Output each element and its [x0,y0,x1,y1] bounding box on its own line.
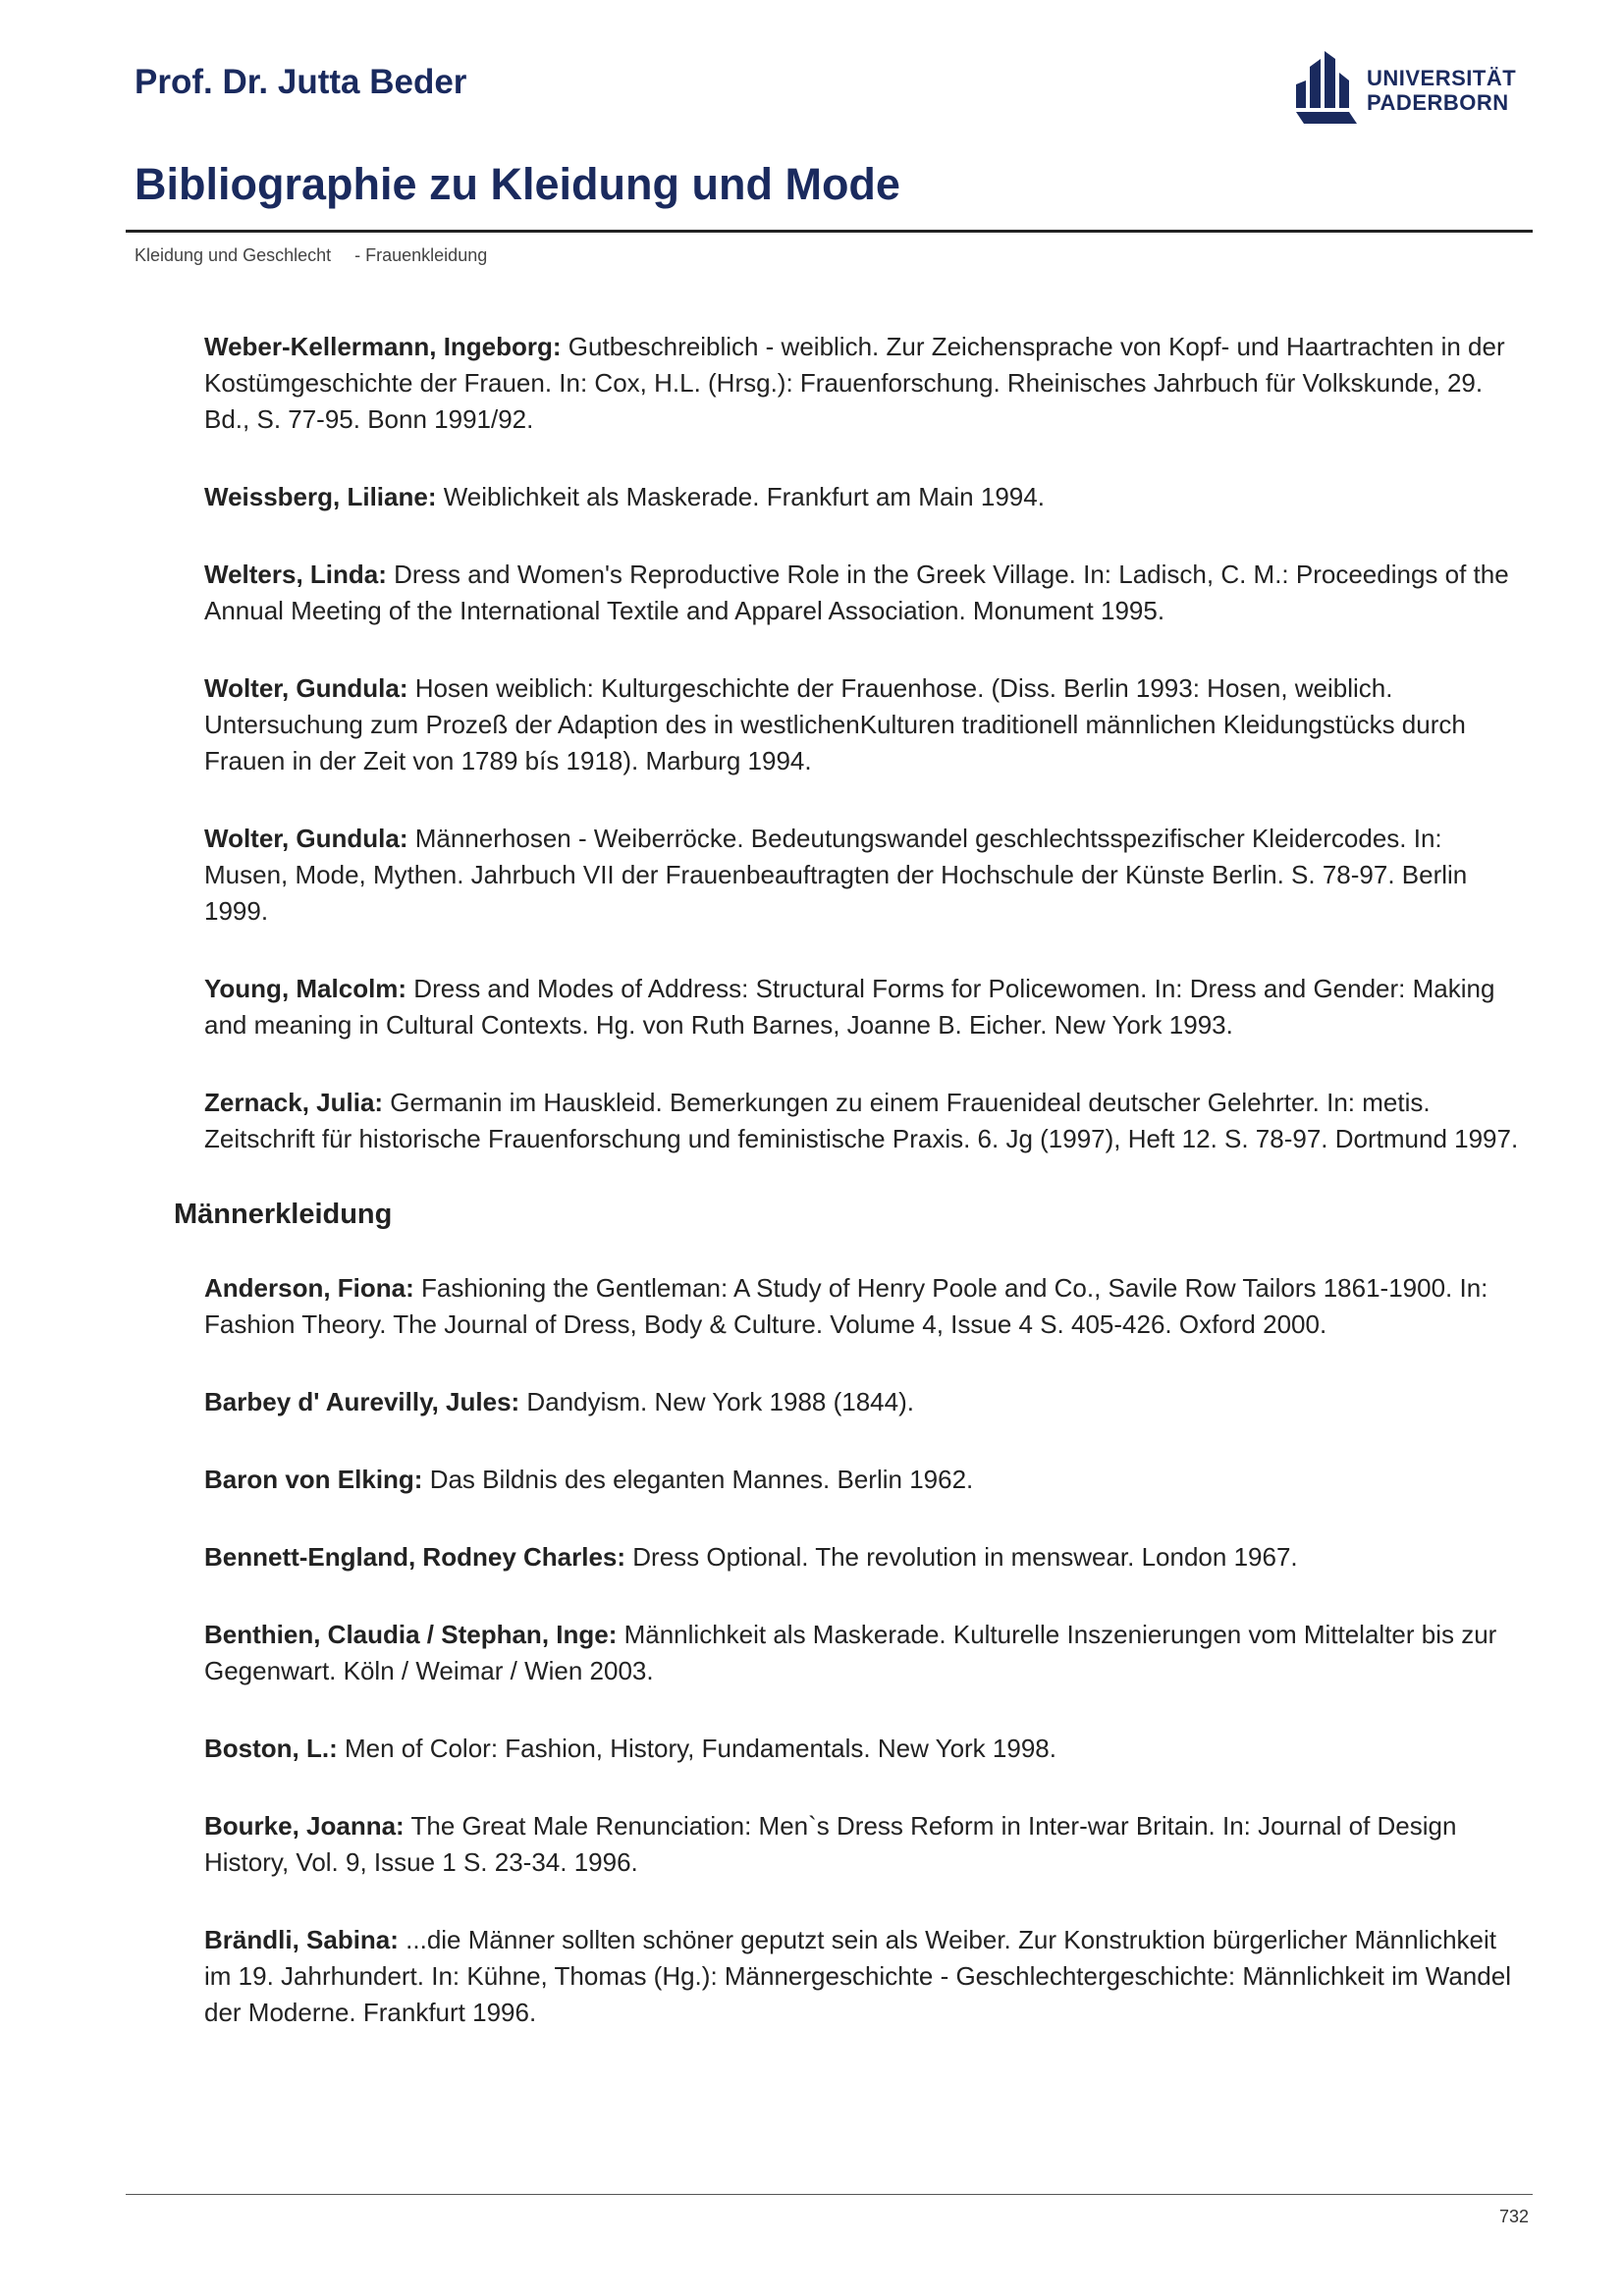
entry-author: Barbey d' Aurevilly, Jules: [204,1387,520,1416]
bibliography-entry [204,1808,1530,1881]
entry-text: Weiblichkeit als Maskerade. Frankfurt am Main 1994. [436,482,1045,511]
entry-author: Bennett-England, Rodney Charles: [204,1542,626,1572]
entry-text: Hosen weiblich: Kulturgeschichte der Frauenhose. (Diss. Berlin 1993: Hosen, weiblich. Untersuchung zum Prozeß der Adaption des in westlichenKulturen traditionell männlichen Kleidungstücks durch Frauen in der Zeit von 1789 bís 1918). Marburg 1994. [204,673,1466,775]
entry-text: Germanin im Hauskleid. Bemerkungen zu einem Frauenideal deutscher Gelehrter. In: metis. Zeitschrift für historische Frauenforschung und feministische Praxis. 6. Jg (1997), Heft 12. S. 78-97. Dortmund 1997. [204,1088,1519,1153]
logo-line-2: PADERBORN [1367,90,1509,115]
bibliography-entry [204,1922,1530,2031]
entry-author: Weissberg, Liliane: [204,482,437,511]
author-name: Prof. Dr. Jutta Beder [135,63,467,101]
entry-author: Zernack, Julia: [204,1088,384,1117]
university-logo [1294,51,1530,130]
entry-author: Baron von Elking: [204,1465,423,1494]
logo-line-1: UNIVERSITÄT [1367,66,1517,90]
university-logo-icon [1294,51,1359,130]
section-heading: Männerkleidung [174,1199,393,1230]
page-number: 732 [1498,2207,1529,2226]
entries-maennerkleidung [204,1270,1530,2031]
footer-divider [126,2194,1533,2195]
entry-author: Benthien, Claudia / Stephan, Inge: [204,1620,618,1649]
entry-author: Welters, Linda: [204,560,387,589]
breadcrumb [135,245,487,266]
bibliography-entry [204,1731,1530,1767]
entry-text: Dandyism. New York 1988 (1844). [519,1387,914,1416]
bibliography-entry [204,479,1530,515]
bibliography-entry [204,821,1530,930]
header-divider [126,230,1533,233]
entry-text: ...die Männer sollten schöner geputzt sein als Weiber. Zur Konstruktion bürgerlicher Männlichkeit im 19. Jahrhundert. In: Kühne, Thomas (Hg.): Männergeschichte - Geschlechtergeschichte: Männlichkeit im Wandel der Moderne. Frankfurt 1996. [204,1925,1511,2027]
entry-text: The Great Male Renunciation: Men`s Dress Reform in Inter-war Britain. In: Journal of Design History, Vol. 9, Issue 1 S. 23-34. 1996. [204,1811,1457,1877]
entry-author: Weber-Kellermann, Ingeborg: [204,332,562,361]
document-title: Bibliographie zu Kleidung und Mode [135,159,900,209]
bibliography-entry [204,1462,1530,1498]
entry-author: Bourke, Joanna: [204,1811,405,1841]
bibliography-entry [204,1384,1530,1420]
bibliography-entry [204,557,1530,629]
bibliography-entry [204,1270,1530,1343]
entry-author: Young, Malcolm: [204,974,407,1003]
bibliography-entry [204,1085,1530,1157]
bibliography-entry [204,1539,1530,1575]
bibliography-entry [204,329,1530,438]
entry-text: Dress Optional. The revolution in menswear. London 1967. [625,1542,1298,1572]
breadcrumb-category: Kleidung und Geschlecht [135,245,332,265]
entry-text: Men of Color: Fashion, History, Fundamentals. New York 1998. [337,1734,1056,1763]
entry-text: Männerhosen - Weiberröcke. Bedeutungswandel geschlechtsspezifischer Kleidercodes. In: Musen, Mode, Mythen. Jahrbuch VII der Frauenbeauftragten der Hochschule der Künste Berlin. S. 78-97. Berlin 1999. [204,824,1468,926]
entry-text: Dress and Modes of Address: Structural Forms for Policewomen. In: Dress and Gender: Making and meaning in Cultural Contexts. Hg. von Ruth Barnes, Joanne B. Eicher. New York 1993. [204,974,1495,1040]
bibliography-entry [204,971,1530,1043]
breadcrumb-subcategory: - Frauenkleidung [354,245,488,265]
entry-text: Dress and Women's Reproductive Role in the Greek Village. In: Ladisch, C. M.: Proceedings of the Annual Meeting of the International Textile and Apparel Association. Monument 1995. [204,560,1509,625]
entry-author: Brändli, Sabina: [204,1925,399,1954]
bibliography-content [174,329,1530,2072]
entry-text: Gutbeschreiblich - weiblich. Zur Zeichensprache von Kopf- und Haartrachten in der Kostümgeschichte der Frauen. In: Cox, H.L. (Hrsg.): Frauenforschung. Rheinisches Jahrbuch für Volkskunde, 29. Bd., S. 77-95. Bonn 1991/92. [204,332,1505,434]
entry-author: Boston, L.: [204,1734,338,1763]
entry-text: Das Bildnis des eleganten Mannes. Berlin 1962. [422,1465,974,1494]
bibliography-entry [204,670,1530,779]
bibliography-entry [204,1617,1530,1689]
entries-frauenkleidung [204,329,1530,1157]
entry-author: Wolter, Gundula: [204,824,408,853]
entry-text: Fashioning the Gentleman: A Study of Henry Poole and Co., Savile Row Tailors 1861-1900. In: Fashion Theory. The Journal of Dress, Body & Culture. Volume 4, Issue 4 S. 405-426. Oxford 2000. [204,1273,1488,1339]
entry-author: Anderson, Fiona: [204,1273,414,1303]
entry-text: Männlichkeit als Maskerade. Kulturelle Inszenierungen vom Mittelalter bis zur Gegenwart. Köln / Weimar / Wien 2003. [204,1620,1497,1685]
entry-author: Wolter, Gundula: [204,673,408,703]
